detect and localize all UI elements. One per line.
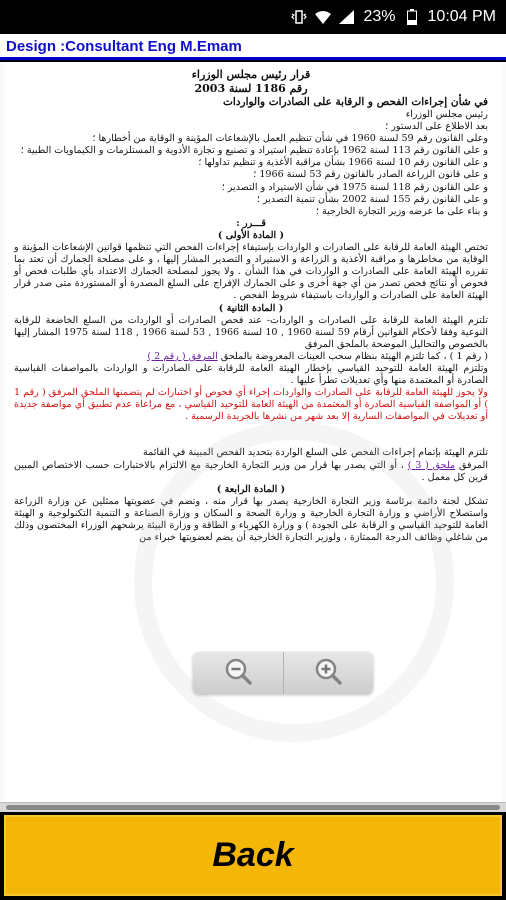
app-title: Design :Consultant Eng M.Emam bbox=[0, 34, 506, 60]
back-button[interactable]: Back bbox=[4, 815, 502, 896]
preamble-line: و على القانون رقم 155 لسنة 2002 بشأن تنمية التصدير ؛ bbox=[256, 193, 488, 205]
decree-header-line-2: رقم 1186 لسنة 2003 bbox=[194, 82, 308, 95]
preamble-line: و على القانون رقم 118 لسنة 1975 في شأن الاستيراد و التصدير ؛ bbox=[221, 181, 488, 193]
article-1-text: تختص الهيئة العامة للرقابة على الصادرات و الواردات بإستيفاء إجراءات الفحص التي تنظمها قوانين الإشعاعات المؤينة و الوقاية من مخاطرها و مراقبة الأغذية و الزراعة و الاستيراد و التصدير المشار إليها ، و على مصلحة الجمارك أن تعتد بما تقرره الهيئة العامة على الصادرات و الواردات في هذا الشأن . ولا يجوز لمصلحة الجمارك الاعتداد بأي طلبات فحص أو فحوص أو نتائج فحص تصدر من أي جهة أخرى و على الجمارك الإفراج على السلع المصدرة أو المستوردة متى صدر قرار الهيئة العامة على الصادرات و الواردات باستيفاء شروط الفحص . bbox=[14, 242, 488, 302]
decided-heading: قـــرر : bbox=[236, 217, 266, 229]
wifi-icon bbox=[315, 9, 331, 25]
preamble-line: رئيس مجلس الوزراء bbox=[405, 109, 488, 120]
zoom-out-icon bbox=[223, 656, 253, 690]
battery-icon bbox=[404, 9, 420, 25]
article-4-title: ( المادة الرابعة ) bbox=[216, 483, 286, 495]
zoom-controls bbox=[193, 652, 373, 694]
zoom-in-button[interactable] bbox=[283, 652, 374, 694]
zoom-out-button[interactable] bbox=[193, 652, 283, 694]
preamble-line: وعلى القانون رقم 59 لسنة 1960 في شأن تنظيم العمل بالإشعاعات المؤينة و الوقاية من أخطارها ؛ bbox=[92, 133, 488, 145]
annex-3-link[interactable]: ملحق ( 3 ) bbox=[407, 459, 456, 471]
article-3-text-b-pre: المرفق bbox=[458, 459, 488, 471]
horizontal-scrollbar[interactable] bbox=[0, 802, 506, 812]
article-2-text-c: وتلتزم الهيئة العامة للتوحيد القياسي بإخطار الهيئة العامة للرقابة على الصادرات و الواردات بالمواصفات القياسية الصادرة أو المعتمدة منها وأي تعديلات تطرأ عليها . bbox=[14, 362, 488, 387]
battery-percent: 23% bbox=[363, 8, 396, 25]
scrollbar-thumb[interactable] bbox=[6, 805, 500, 810]
article-3-text-a: تلتزم الهيئة بإتمام إجراءات الفحص على السلع الواردة بتحديد الفحص المبينة في القائمة bbox=[143, 447, 488, 459]
article-1-title: ( المادة الأولى ) bbox=[217, 229, 285, 241]
zoom-in-icon bbox=[313, 656, 343, 690]
bottom-bar bbox=[0, 812, 506, 900]
article-2-text-b-pre: ( رقم 1 ) ، كما تلتزم الهيئة بنظام سحب العينات المعروضة بالملحق bbox=[220, 350, 488, 362]
annex-2-link[interactable]: المرفق ( رقم 2 ) bbox=[147, 350, 218, 362]
article-3-text-b-post: ، أو التي يصدر بها قرار من وزير التجارة الخارجية مع الالتزام بالاختبارات حسب الاختصاص المبين قرين كل معمل . bbox=[14, 459, 488, 483]
article-3-text-b bbox=[14, 460, 488, 484]
vibrate-icon bbox=[291, 9, 307, 25]
preamble-line: و على قانون الزراعة الصادر بالقانون رقم 53 لسنة 1966 ؛ bbox=[253, 169, 488, 181]
article-2-title: ( المادة الثانية ) bbox=[218, 302, 284, 314]
decree-subject: في شأن إجراءات الفحص و الرقابة على الصادرات والواردات bbox=[223, 96, 488, 108]
article-2-text-a: تلتزم الهيئة العامة للرقابة على الصادرات و الواردات- عند فحص الصادرات أو الواردات من السلع الخاضعة للرقابة النوعية وفقا لأحكام القوانين أرقام 59 لسنة 1960 , 10 لسنة 1966 , 53 لسنة 1966 , 118 لسنة 1975 المشار إليها بالخصوص والتحاليل الموضحة بالملحق المرفق bbox=[14, 314, 488, 350]
article-2-text-b bbox=[14, 351, 488, 363]
signal-icon bbox=[339, 9, 355, 25]
document-viewer[interactable] bbox=[0, 62, 506, 802]
article-2-red-text: ولا يجوز للهيئة العامة للرقابة على الصادرات والواردات إجراء أي فحوص أو اختبارات لم يتضمنها الملحق المرفق ( رقم 1 ) أو المواصفة القياسية الصادرة أو المعتمدة من الهيئة العامة للتوحيد القياسي ، مع مراعاة عدم تطبيق أي مواصفة جديدة أو تعديلات في المواصفات السارية إلا بعد شهر من نشرها بالجريدة الرسمية . bbox=[14, 387, 488, 423]
preamble-line: و بناء على ما عرضه وزير التجارة الخارجية ؛ bbox=[315, 205, 488, 217]
article-4-text: تشكل لجنة دائمة برئاسة وزير التجارة الخارجية يصدر بها قرار منه ، وتضم في عضويتها ممثلين عن وزارة الزراعة واستصلاح الأراضي و وزارة التجارة الخارجية و وزارة الصحة و السكان و وزارة الصناعة و التنمية التكنولوجية و الهيئة العامة للتوحيد القياسي و الرقابة على الجودة ) و وزارة الكهرباء و الطاقة و وزارة البيئة يرشحهم الوزراء المختصون وذلك من شاغلي وظائف الدرجة الممتازة ، ولوزير التجارة الخارجية أن يضم لعضويتها خبراء من bbox=[14, 495, 488, 544]
preamble-line: و على القانون رقم 10 لسنة 1966 بشأن مراقبة الأغذية و تنظيم تداولها ؛ bbox=[198, 157, 488, 169]
preamble-line: بعد الاطلاع على الدستور ؛ bbox=[385, 121, 488, 133]
status-bar bbox=[0, 0, 506, 34]
clock: 10:04 PM bbox=[427, 8, 496, 25]
preamble-line: و على القانون رقم 113 لسنة 1962 بإعادة تنظيم استيراد و تصنيع و تجارة الأدوية و المستلزمات و الكيماويات الطبية ؛ bbox=[20, 145, 488, 157]
decree-header-line-1: قرار رئيس مجلس الوزراء bbox=[191, 68, 311, 81]
